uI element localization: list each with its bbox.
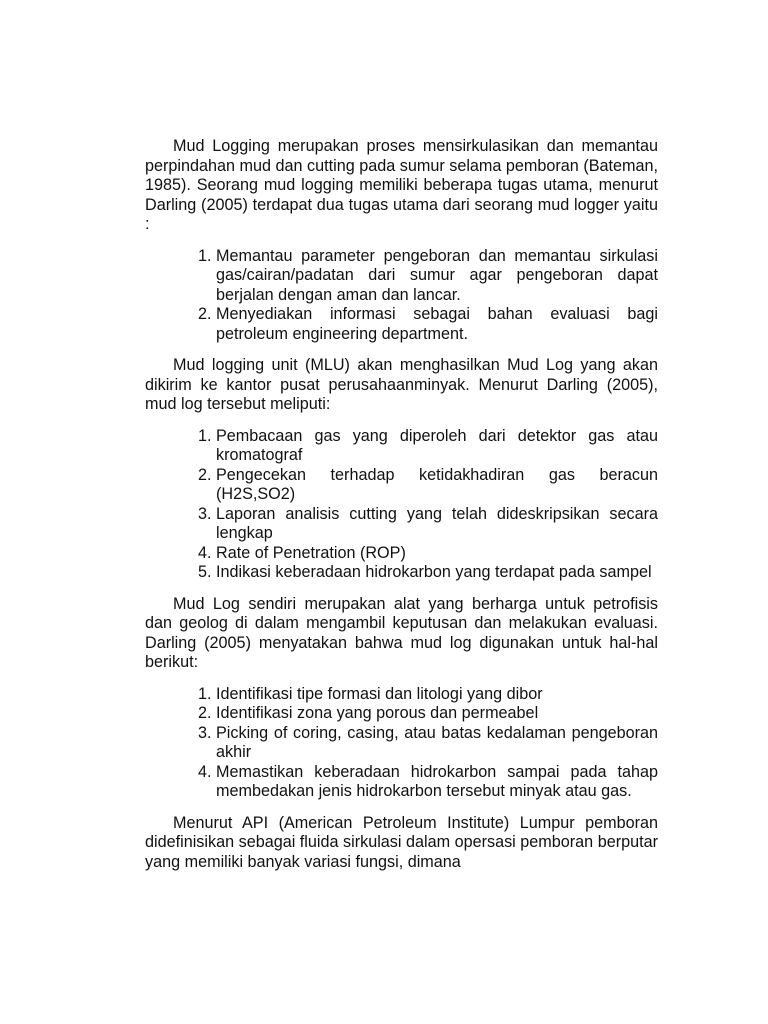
list-item: 5. Indikasi keberadaan hidrokarbon yang terdapat pada sampel bbox=[216, 563, 658, 583]
list-mud-log-contents bbox=[145, 427, 658, 583]
document-page bbox=[145, 137, 658, 884]
paragraph-mlu: Mud logging unit (MLU) akan menghasilkan Mud Log yang akan dikirim ke kantor pusat perusahaanminyak. Menurut Darling (2005), mud log tersebut meliputi: bbox=[145, 356, 658, 413]
paragraph-mud-logging-intro: Mud Logging merupakan proses mensirkulasikan dan memantau perpindahan mud dan cutting pada sumur selama pemboran (Bateman, 1985). Seorang mud logging memiliki beberapa tugas utama, menurut Darling (2005) terdapat dua tugas utama dari seorang mud logger yaitu : bbox=[145, 137, 658, 233]
list-item: 3. Picking of coring, casing, atau batas kedalaman pengeboran akhir bbox=[216, 724, 658, 763]
paragraph-mud-log-value: Mud Log sendiri merupakan alat yang berharga untuk petrofisis dan geolog di dalam mengambil keputusan dan melakukan evaluasi. Darling (2005) menyatakan bahwa mud log digunakan untuk hal-hal berikut: bbox=[145, 594, 658, 671]
list-item: 4. Memastikan keberadaan hidrokarbon sampai pada tahap membedakan jenis hidrokarbon tersebut minyak atau gas. bbox=[216, 763, 658, 802]
paragraph-api-definition: Menurut API (American Petroleum Institute) Lumpur pemboran didefinisikan sebagai fluida sirkulasi dalam opersasi pemboran berputar yang memiliki banyak variasi fungsi, dimana bbox=[145, 813, 658, 871]
list-item: 1. Identifikasi tipe formasi dan litologi yang dibor bbox=[216, 685, 658, 705]
list-item: 3. Laporan analisis cutting yang telah dideskripsikan secara lengkap bbox=[216, 505, 658, 544]
list-item: 2. Identifikasi zona yang porous dan permeabel bbox=[216, 704, 658, 724]
list-item: 1. Pembacaan gas yang diperoleh dari detektor gas atau kromatograf bbox=[216, 427, 658, 466]
list-mud-log-uses bbox=[145, 685, 658, 802]
list-item: 2. Menyediakan informasi sebagai bahan evaluasi bagi petroleum engineering department. bbox=[216, 305, 658, 344]
list-mud-logger-tasks bbox=[145, 247, 658, 345]
list-item: 1. Memantau parameter pengeboran dan memantau sirkulasi gas/cairan/padatan dari sumur agar pengeboran dapat berjalan dengan aman dan lancar. bbox=[216, 247, 658, 306]
list-item: 4. Rate of Penetration (ROP) bbox=[216, 544, 658, 564]
list-item: 2. Pengecekan terhadap ketidakhadiran gas beracun (H2S,SO2) bbox=[216, 466, 658, 505]
